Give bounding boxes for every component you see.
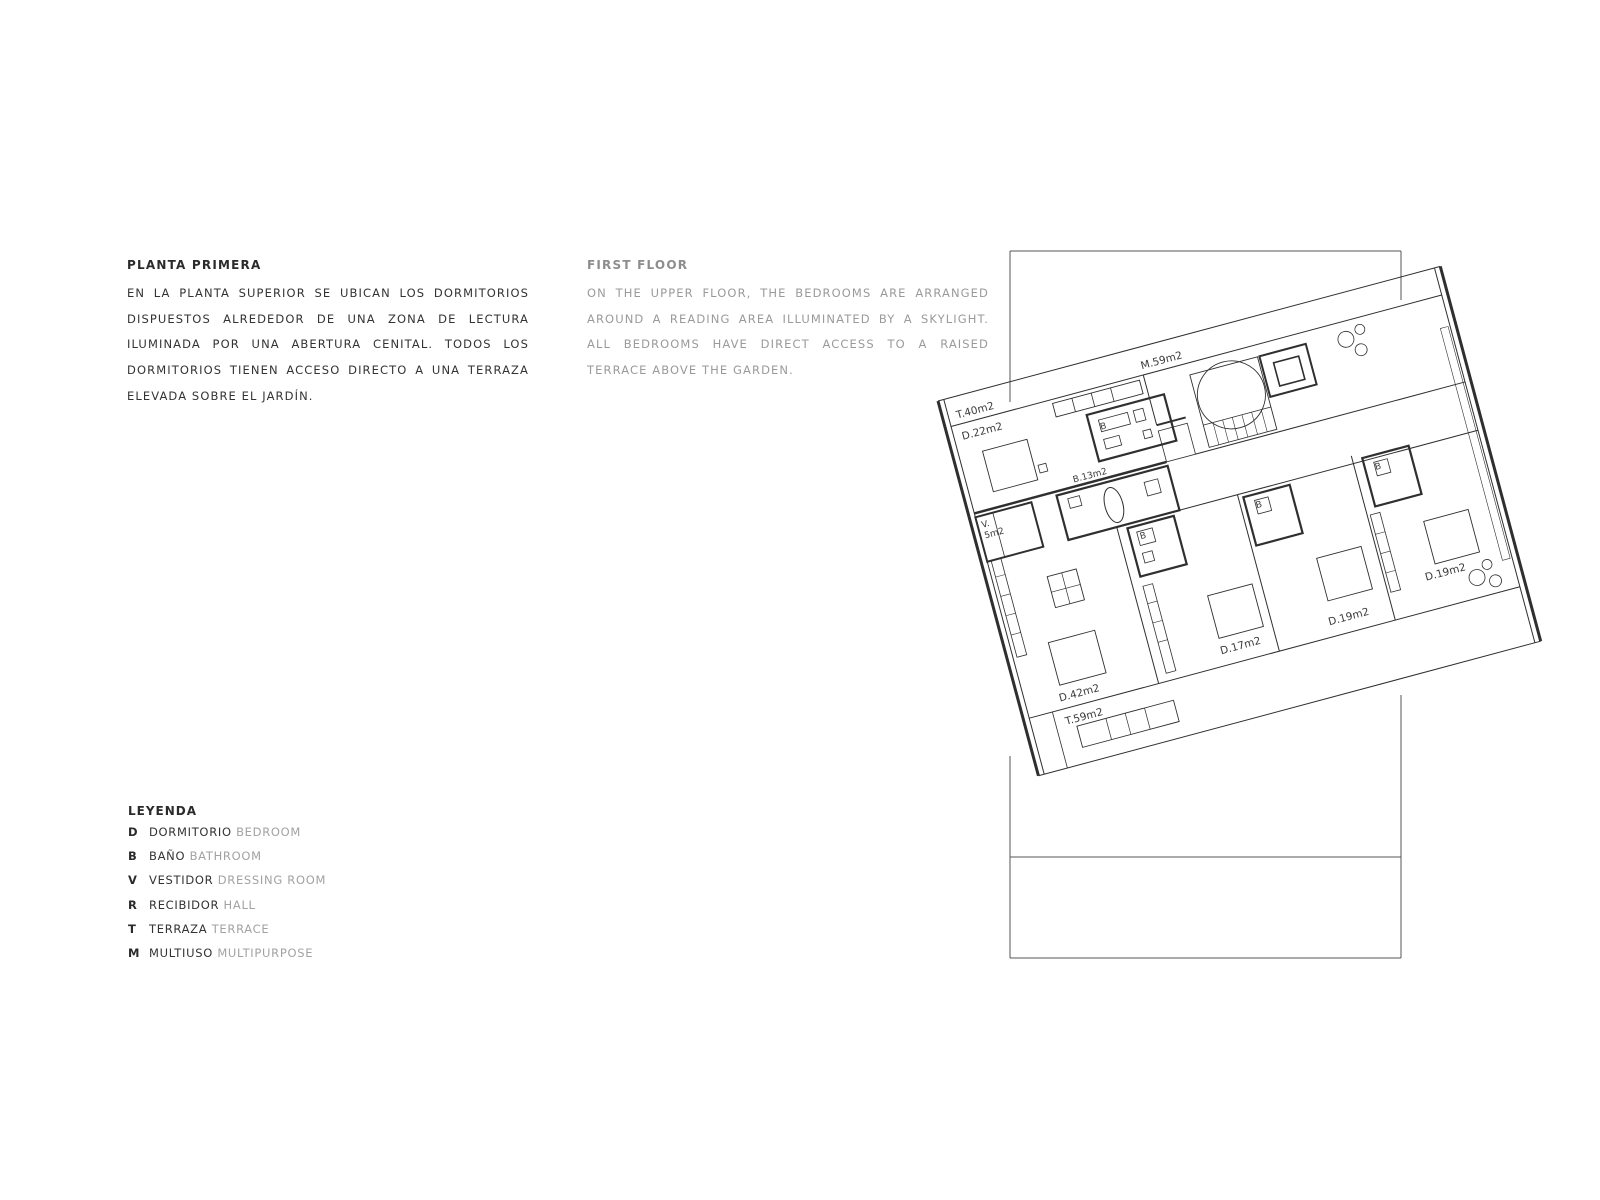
legend-key: M: [128, 945, 141, 960]
label-d19-b: D.19m2: [1423, 561, 1468, 584]
legend-title: LEYENDA: [128, 804, 198, 818]
label-v5-a: V.: [980, 519, 991, 531]
legend-en: HALL: [223, 897, 256, 912]
label-t40: T.40m2: [954, 399, 996, 422]
legend-en: MULTIPURPOSE: [217, 945, 314, 960]
legend-en: DRESSING ROOM: [217, 873, 327, 888]
legend-key: T: [128, 921, 137, 936]
legend-key: R: [128, 897, 138, 912]
legend-key: D: [128, 825, 139, 839]
legend-es: RECIBIDOR: [149, 897, 220, 912]
label-d42: D.42m2: [1057, 682, 1102, 705]
legend-es: TERRAZA: [149, 921, 208, 936]
building-plan: [938, 266, 1541, 775]
spanish-title: PLANTA PRIMERA: [127, 258, 262, 272]
label-d22: D.22m2: [960, 420, 1004, 443]
legend-es: BAÑO: [149, 849, 186, 864]
label-b: B: [1099, 421, 1108, 433]
legend-key: B: [128, 849, 138, 864]
label-m59: M.59m2: [1139, 349, 1184, 373]
label-v5-b: 5m2: [983, 526, 1006, 542]
english-title: FIRST FLOOR: [587, 258, 689, 272]
legend-en: BEDROOM: [236, 825, 302, 839]
label-b-4: B: [1373, 461, 1383, 473]
wall-left: [938, 401, 1038, 776]
label-d17: D.17m2: [1218, 634, 1263, 658]
label-d19-a: D.19m2: [1327, 605, 1371, 629]
wall-right: [1440, 266, 1540, 641]
label-b-3: B: [1254, 499, 1264, 512]
legend-es: MULTIUSO: [149, 945, 213, 960]
legend-key: V: [128, 873, 138, 888]
spanish-body: EN LA PLANTA SUPERIOR SE UBICAN LOS DORMITORIOS DISPUESTOS ALREDEDOR DE UNA ZONA DE LECTURA ILUMINADA POR UNA ABERTURA CENITAL. TODOS LOS DORMITORIOS TIENEN ACCESO DIRECTO A UNA TERRAZA ELEVADA SOBRE EL JARDÍN.: [127, 286, 529, 403]
english-body: ON THE UPPER FLOOR, THE BEDROOMS ARE ARRANGED AROUND A READING AREA ILLUMINATED BY A SKYLIGHT. ALL BEDROOMS HAVE DIRECT ACCESS TO A RAISED TERRACE ABOVE THE GARDEN.: [587, 286, 989, 378]
legend-en: TERRACE: [211, 921, 270, 936]
label-b13: B.13m2: [1071, 466, 1109, 486]
legend-en: BATHROOM: [189, 849, 262, 864]
legend-es: VESTIDOR: [149, 873, 214, 888]
legend-es: DORMITORIO: [149, 825, 232, 839]
label-t59: T.59m2: [1063, 706, 1105, 728]
label-b-2: B: [1138, 530, 1148, 543]
